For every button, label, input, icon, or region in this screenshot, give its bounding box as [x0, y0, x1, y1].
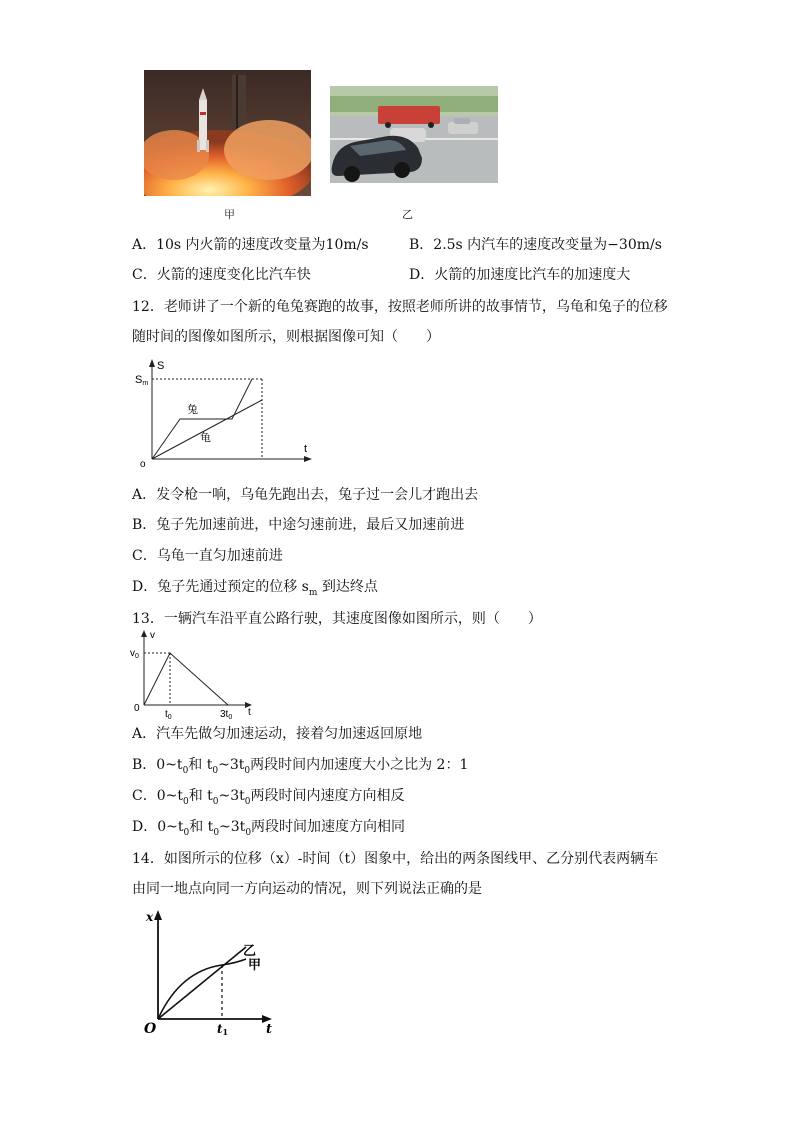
q12-rabbit-line — [152, 379, 252, 459]
q14-y-axis-label: x — [146, 910, 154, 924]
figure-caption-yi: 乙 — [402, 208, 413, 221]
q12-x-arrow — [304, 456, 312, 462]
q12-graph-svg — [130, 355, 320, 475]
q14-origin-label: O — [144, 1021, 157, 1035]
q14-label-yi: 乙 — [243, 944, 257, 959]
q14-graph — [140, 905, 290, 1035]
q12-stem-line1: 12．老师讲了一个新的龟兔赛跑的故事，按照老师所讲的故事情节，乌龟和兔子的位移 — [132, 299, 668, 315]
q13-option-c: C．$0\sim t_0$和 $t_0\sim 3t_0$两段时间内速度方向相反 — [132, 788, 405, 807]
q12-option-d: D．兔子先通过预定的位移 $s_m$ 到达终点 — [132, 579, 378, 598]
q13-graph-svg — [128, 627, 258, 719]
q12-stem-line2: 随时间的图像如图所示，则根据图像可知（ ） — [132, 329, 440, 345]
q11-option-a: A．10s 内火箭的速度改变量为10m/s — [132, 237, 369, 253]
rocket-photo — [144, 70, 311, 196]
q11-option-b: B．2.5s 内汽车的速度改变量为−30m/s — [409, 237, 662, 253]
q13-origin-label: 0 — [134, 703, 140, 714]
q12-option-a: A．发令枪一响，乌龟先跑出去，兔子过一会儿才跑出去 — [132, 487, 479, 503]
q12-origin-label: o — [140, 459, 146, 470]
q13-t0-label: $t_0$ — [165, 709, 172, 719]
car-photo — [330, 86, 498, 183]
q13-x-axis-label: t — [248, 707, 251, 718]
q13-stem: 13．一辆汽车沿平直公路行驶，其速度图像如图所示，则（ ） — [132, 611, 542, 627]
q13-y-arrow — [141, 630, 147, 637]
q13-option-d: D．$0\sim t_0$和 $t_0\sim 3t_0$两段时间加速度方向相同 — [132, 819, 406, 838]
q12-option-b: B．兔子先加速前进，中途匀速前进，最后又加速前进 — [132, 517, 465, 533]
q12-graph — [130, 355, 320, 475]
q14-y-arrow — [154, 910, 162, 920]
q13-option-b: B．$0\sim t_0$和 $t_0\sim 3t_0$两段时间内加速度大小之比为 2：1 — [132, 757, 469, 776]
q12-x-axis-label: t — [304, 443, 308, 455]
q12-option-c: C．乌龟一直匀加速前进 — [132, 548, 283, 564]
q13-y-axis-label: v — [150, 630, 155, 641]
q13-option-a: A．汽车先做匀加速运动，接着匀加速返回原地 — [132, 726, 423, 742]
q12-turtle-label: 龟 — [200, 431, 211, 444]
q14-label-jia: 甲 — [248, 958, 262, 973]
q12-sm-label: Sm — [135, 374, 149, 387]
q12-turtle-line — [152, 400, 262, 459]
q14-graph-svg — [140, 905, 290, 1035]
q14-stem-line1: 14．如图所示的位移（x）-时间（t）图象中，给出的两条图线甲、乙分别代表两辆车 — [132, 851, 659, 867]
q11-option-c: C．火箭的速度变化比汽车快 — [132, 267, 311, 283]
figure-caption-jia: 甲 — [224, 208, 235, 221]
q12-y-arrow — [149, 359, 155, 367]
q12-y-axis-label: S — [157, 360, 165, 372]
q13-velocity-line — [144, 653, 228, 705]
q14-line-yi — [158, 947, 246, 1019]
q14-x-axis-label: t — [266, 1022, 273, 1035]
q14-t1-label: t1 — [217, 1022, 229, 1035]
q13-graph — [128, 627, 258, 719]
q12-rabbit-label: 兔 — [187, 403, 198, 416]
q11-option-d: D．火箭的加速度比汽车的加速度大 — [409, 267, 631, 283]
q14-stem-line2: 由同一地点向同一方向运动的情况，则下列说法正确的是 — [132, 881, 482, 897]
q14-curve-jia — [158, 959, 246, 1019]
q13-v0-label: $v_0$ — [130, 648, 139, 660]
q13-3t0-label: $3t_0$ — [220, 709, 233, 719]
